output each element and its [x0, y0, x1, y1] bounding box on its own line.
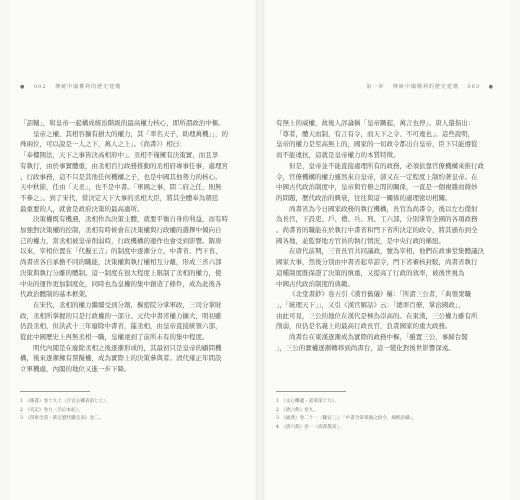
text-line: 決策與執行分離的體制。這一制度在很大程度上限制了丞相的權力，使 — [20, 268, 222, 277]
footnote: 1 《文心雕龍・詔策第十九》。 — [276, 399, 339, 404]
right-footnotes — [276, 398, 500, 432]
footnote: 3 《通典》卷二十一〈職官三〉：「中書令掌軍國之政令，緝熙帝載」。 — [276, 416, 417, 422]
text-line: 但是，皇帝並不能直接處理所有的政務，必須依靠官僚機構來推行政 — [289, 161, 484, 170]
page-marker-icon: ● — [488, 84, 494, 90]
left-running-title: 傳統中國權利的歷史建構 — [55, 84, 122, 90]
text-line: 有執行，由於事實體重，由丞相百行政務推動的丞相府專事任事，處理宮 — [20, 161, 228, 170]
text-line: 皇帝之權，其相容擴有損大的權力，其「率名天子，助理萬機」」，的 — [33, 129, 228, 138]
chapter-label: 第一章 — [366, 84, 385, 90]
text-line: 代政治體制的基本框架。 — [20, 290, 92, 299]
text-line: 、行政事務，這不只是其他任何機構之子，也是中國其他勢力的核心。 — [20, 172, 222, 181]
text-line: 國家大事，然後分別由中書省起草詔令，門下省審核封駁，尚書省執行 — [276, 258, 478, 267]
text-line: 有無上的威權，故後人評論稱「皇帝蹶起，萬言也停」。唐人還指出： — [276, 119, 475, 127]
text-line: 仍設丞相，但洪武十三年廢除中書省，罷丞相，由皇帝直接統領六部， — [20, 322, 222, 331]
text-line: 令，官僚機構的權力雖然來自皇帝，卻又在一定程度上制約著皇帝。在 — [276, 172, 478, 181]
text-line: 削弱，但仍是名義上的最高行政長官，負責國家的重大政務。 — [276, 322, 452, 331]
text-line: 國各地，並監督地方官員的執行情況，是中央行政的樞紐。 — [276, 236, 445, 245]
text-line: 在唐代前期，三省長官共同議政，號為宰相，他們在政事堂集體議決 — [289, 247, 484, 256]
text-line: 尚書台在東漢逐漸成為實際的政務中樞，「雖置三公，事歸台閣 — [289, 333, 468, 342]
footnote: 2 《史記》卷九〈呂后本紀〉。 — [20, 407, 83, 413]
footnote: 3 《四庫全書・欽定歷代職官表》卷二。 — [20, 416, 104, 422]
text-line: 珠兩位，可以說是一人之下，萬人之上」。《尚書》）相曰： — [20, 140, 186, 149]
text-line: 這種制度既保證了決策的慎重，又提高了行政的效率，被後世視為 — [276, 268, 465, 277]
right-page — [266, 0, 510, 500]
text-line: 而不能違抗，這就是皇帝權力的本質特徵。 — [276, 151, 400, 160]
text-line: 中國古代政治制度中，皇帝與官僚之間的關係，一直是一個複雜而微妙 — [276, 183, 478, 192]
text-line: 。尚書省的職能在於執行中書省和門下省所決定的政令，將其頒布到全 — [276, 226, 478, 235]
footnote: 4 《唐六典》卷一〈尚書都省〉。 — [276, 424, 344, 430]
text-line: 構，後來逐漸擁有票擬權，成為實際上的決策參與者。清代雍正年間設 — [20, 354, 222, 363]
footnote: 1 《漢書》卷十九上〈百官公卿表第七上〉。 — [20, 399, 111, 404]
text-line: 中央的運作更加制度化，同時也為皇權的集中創造了條件，成為此後各 — [20, 279, 222, 288]
text-line: 「奉樓開法，天下之事皆決高相府中」。丞相不僅擁有決策實，而且享 — [20, 151, 219, 160]
text-line: 立軍機處，內閣的地位又進一步下降。 — [20, 365, 131, 374]
page-marker-icon: ● — [20, 84, 26, 90]
text-line: 為長官，下設吏、戶、禮、兵、刑、工六部，分別掌管全國的各項政務 — [276, 215, 478, 224]
text-line: 」，「統理天下」」，又引《漢官解詁》云：「總率百僚，掌治國政」， — [276, 300, 465, 309]
right-page-number: 003 — [467, 84, 481, 90]
book-gutter — [256, 0, 264, 500]
text-line: 天中秋節，任由「天丞」，也不是中書。「軍國之事，問二府之任，則無 — [20, 183, 222, 192]
text-line: 從此中國歷史上再無丞相一職，皇權達到了前所未有的集中程度。 — [20, 333, 209, 342]
left-body-text — [20, 118, 244, 375]
text-line: 加強對決策權的控制，丞相有時候會在決策權與行政權的選擇中傾向自 — [20, 226, 222, 235]
text-line: 「詔輔」，和皇帝一起構成統治階級的最高權力核心，即所謂政治中樞。 — [20, 119, 225, 127]
text-line: 決策權既有機遇，丞相作為決策主體，就要平衡自身的利益，而有時 — [33, 215, 228, 224]
footnote: 2 《唐六典》卷九。 — [276, 407, 318, 413]
text-line: 尚書省各自承擔不同的職能，決策權與執行權相互分離，形成三省六部 — [20, 258, 222, 267]
text-line: 己的權力，當丞相被皇帝削弱時，行政機構的運作也會受到影響。隋唐 — [20, 236, 222, 245]
right-body-text — [276, 118, 500, 353]
text-line: 不參之」。到了宋代，當決定天下大事的丞相大臣，將其全體奉為朝廷 — [20, 193, 219, 202]
left-page-header — [20, 83, 127, 90]
text-line: 「尊者，體天而制，有言有令，而天下之令、不可違也」。這些說明， — [276, 129, 475, 138]
text-line: 由此可見，三公的地位在漢代是極為崇高的。在東漢，三公權力雖有所 — [276, 311, 478, 320]
left-page-number: 002 — [33, 84, 47, 90]
left-page — [10, 0, 254, 500]
text-line: 尚書省為今日國家政務的執行機構，長官為尚書令，後以左右僕射 — [289, 204, 478, 213]
text-line: 中國古代政治制度的典範。 — [276, 279, 354, 288]
text-line: 《北堂書鈔》卷五引《漢官舊儀》稱：「所謂三公者，「典領衆職 — [289, 290, 471, 299]
text-line: 」，三公的實權逐漸轉移到尚書台，這一變化對後世影響深遠。 — [276, 343, 455, 352]
left-footnotes — [20, 398, 244, 424]
right-footnote-rule — [276, 391, 346, 392]
right-page-header — [366, 83, 500, 90]
text-line: 的問題，歷代政治的興衰，往往與這一關係的處理密切相關。 — [276, 193, 452, 202]
text-line: 皇帝的權力是至高無上的，國家的一切政令都出自皇帝，臣下只能遵從 — [276, 140, 478, 149]
text-line: 以來，宰相位置在「代擬王言」的制度中逐漸分立，中書省、門下省、 — [20, 247, 222, 256]
text-line: 最重要的人，就會是政府決策的最高處所。 — [20, 204, 144, 213]
right-running-title: 傳統中國權利的歷史建構 — [392, 84, 459, 90]
text-line: 明代內閣是在廢除丞相之後逐漸形成的，其最初只是皇帝的顧問機 — [33, 343, 222, 352]
text-line: 在宋代，丞相的權力繼續受到分割，樞密院分掌軍政，三司分掌財 — [33, 300, 222, 309]
left-footnote-rule — [20, 391, 90, 392]
text-line: 政，丞相所掌握的只是行政權的一部分。元代中書省權力擴大，明初雖 — [20, 311, 222, 320]
